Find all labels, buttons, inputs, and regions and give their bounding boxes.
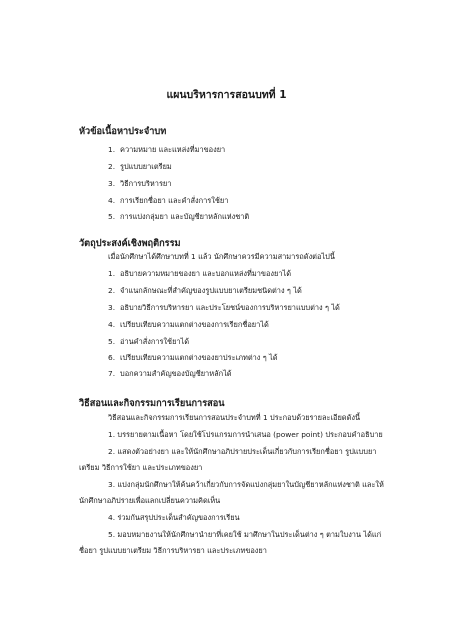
list-item: 2. รูปแบบยาเตรียม: [108, 162, 172, 171]
list-item: 3. อธิบายวิธีการบริหารยา และประโยชน์ของการบริหารยาแบบต่าง ๆ ได้: [108, 303, 340, 312]
list-item: 6. เปรียบเทียบความแตกต่างของยาประเภทต่าง ๆ ได้: [108, 353, 278, 362]
list-item-continuation: ชื่อยา รูปแบบยาเตรียม วิธีการบริหารยา และประเภทของยา: [79, 546, 267, 555]
section-heading-teaching-methods: วิธีสอนและกิจกรรมการเรียนการสอน: [79, 398, 225, 409]
list-item: 1. อธิบายความหมายของยา และบอกแหล่งที่มาของยาได้: [108, 269, 292, 278]
list-item: 7. บอกความสำคัญของบัญชียาหลักได้: [108, 369, 232, 378]
list-item: 1. บรรยายตามเนื้อหา โดยใช้โปรแกรมการนำเสนอ (power point) ประกอบคำอธิบาย: [108, 430, 383, 439]
list-item: 3. วิธีการบริหารยา: [108, 179, 172, 188]
section-intro: วิธีสอนและกิจกรรมการเรียนการสอนประจำบทที่ 1 ประกอบด้วยรายละเอียดดังนี้: [108, 413, 361, 422]
list-item: 2. แสดงตัวอย่างยา และให้นักศึกษาอภิปรายประเด็นเกี่ยวกับการเรียกชื่อยา รูปแบบยา: [108, 447, 377, 456]
list-item-continuation: นักศึกษาอภิปรายเพื่อแลกเปลี่ยนความคิดเห็น: [79, 496, 221, 505]
list-item: 5. อ่านคำสั่งการใช้ยาได้: [108, 337, 190, 346]
list-item-continuation: เตรียม วิธีการใช้ยา และประเภทของยา: [79, 463, 203, 472]
page-title: แผนบริหารการสอนบทที่ 1: [166, 89, 287, 101]
list-item: 5. การแบ่งกลุ่มยา และบัญชียาหลักแห่งชาติ: [108, 212, 250, 221]
list-item: 3. แบ่งกลุ่มนักศึกษาให้ค้นคว้าเกี่ยวกับการจัดแบ่งกลุ่มยาในบัญชียาหลักแห่งชาติ และให้: [108, 480, 384, 489]
list-item: 1. ความหมาย และแหล่งที่มาของยา: [108, 145, 226, 154]
list-item: 5. มอบหมายงานให้นักศึกษานำยาที่เคยใช้ มาศึกษาในประเด็นต่าง ๆ ตามใบงาน ได้แก่: [108, 530, 382, 539]
section-heading-content-topics: หัวข้อเนื้อหาประจำบท: [79, 126, 167, 137]
section-heading-objectives: วัตถุประสงค์เชิงพฤติกรรม: [79, 238, 181, 249]
list-item: 2. จำแนกลักษณะที่สำคัญของรูปแบบยาเตรียมชนิดต่าง ๆ ได้: [108, 286, 302, 295]
list-item: 4. เปรียบเทียบความแตกต่างของการเรียกชื่อยาได้: [108, 320, 269, 329]
list-item: 4. การเรียกชื่อยา และคำสั่งการใช้ยา: [108, 196, 229, 205]
section-intro: เมื่อนักศึกษาได้ศึกษาบทที่ 1 แล้ว นักศึกษาควรมีความสามารถดังต่อไปนี้: [108, 252, 335, 261]
list-item: 4. ร่วมกันสรุปประเด็นสำคัญของการเรียน: [108, 513, 240, 522]
